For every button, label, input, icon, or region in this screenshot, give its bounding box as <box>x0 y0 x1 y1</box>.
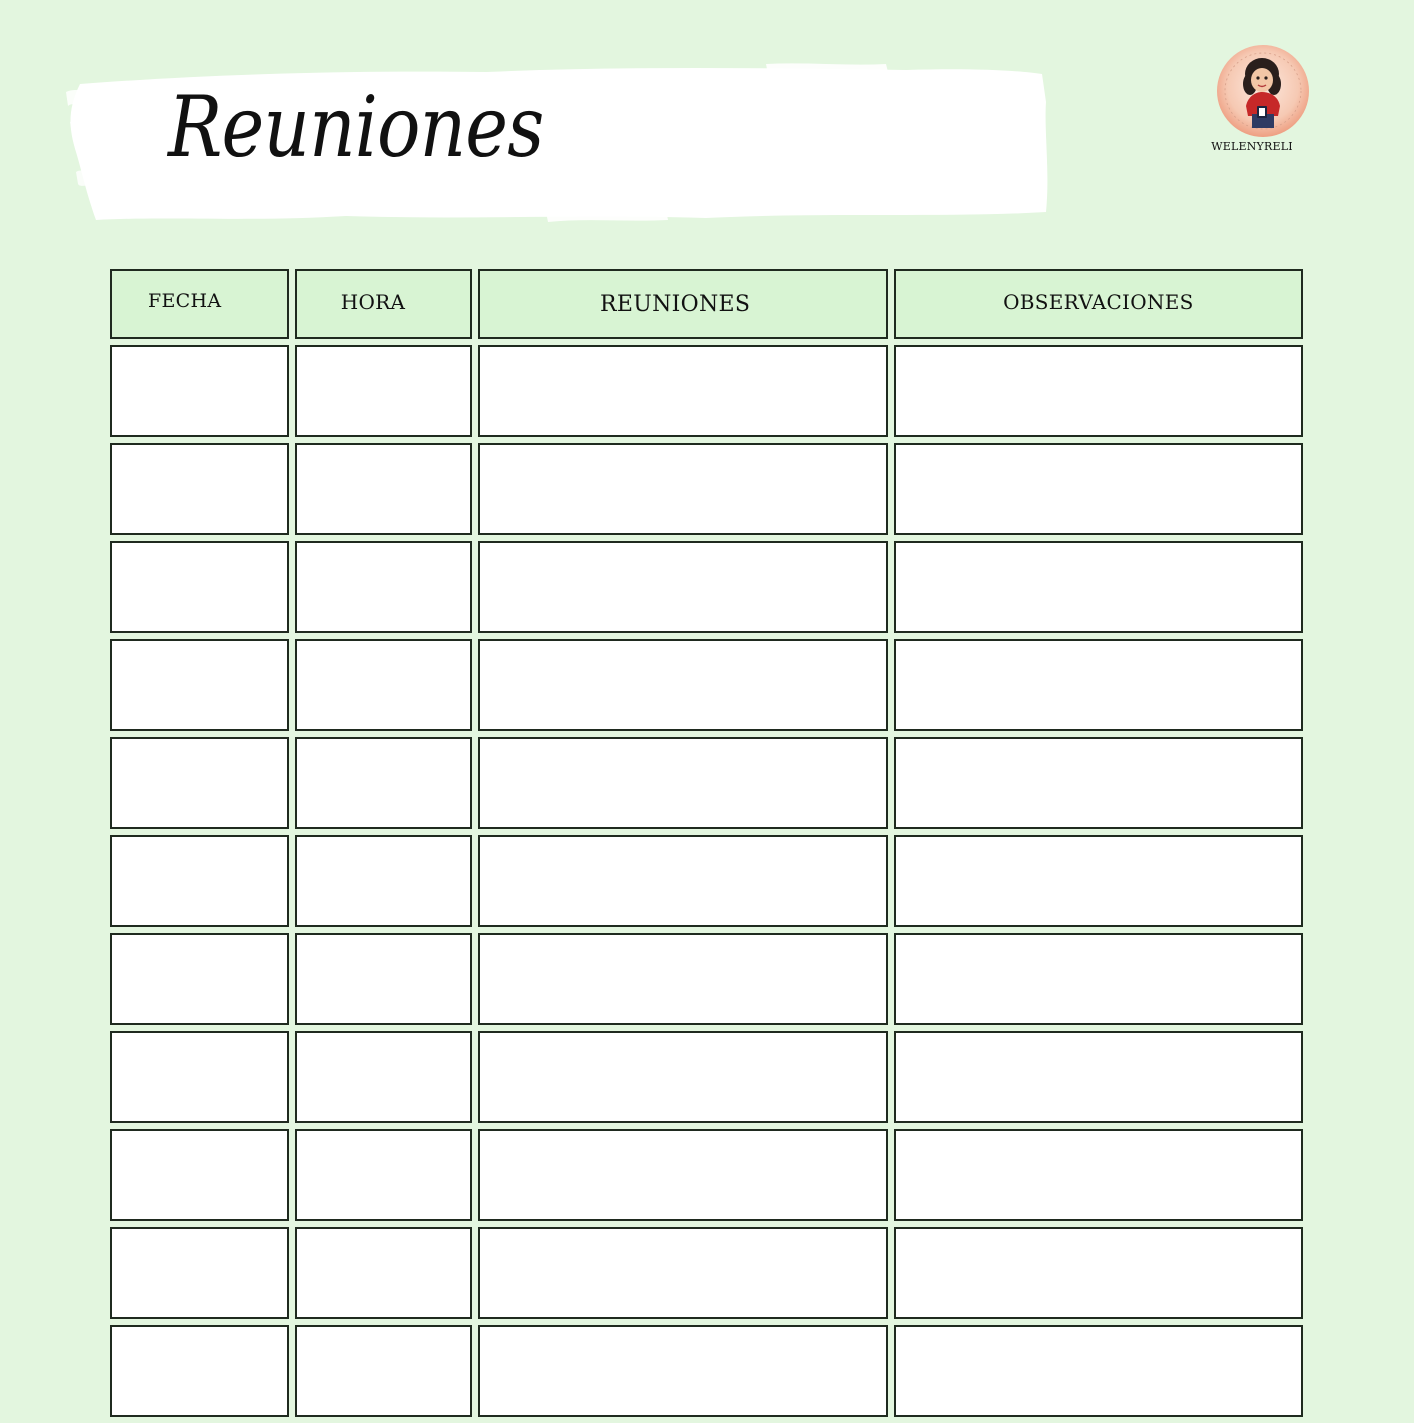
header-reuniones: REUNIONES <box>478 269 887 339</box>
hora-cell[interactable] <box>295 835 473 927</box>
observaciones-cell[interactable] <box>894 1227 1303 1319</box>
reuniones-cell[interactable] <box>478 1325 887 1417</box>
reuniones-cell[interactable] <box>478 737 887 829</box>
observaciones-cell[interactable] <box>894 1129 1303 1221</box>
page-title: Reuniones <box>168 78 544 176</box>
table-row <box>110 639 1303 731</box>
logo-text: WELENYRELI <box>1211 140 1293 153</box>
table-row <box>110 541 1303 633</box>
observaciones-cell[interactable] <box>894 737 1303 829</box>
table-row <box>110 1129 1303 1221</box>
reuniones-cell[interactable] <box>478 1129 887 1221</box>
table-row <box>110 345 1303 437</box>
hora-cell[interactable] <box>295 541 473 633</box>
fecha-cell[interactable] <box>110 639 289 731</box>
fecha-cell[interactable] <box>110 443 289 535</box>
meetings-table <box>110 269 1303 1423</box>
hora-cell[interactable] <box>295 1227 473 1319</box>
hora-cell[interactable] <box>295 1129 473 1221</box>
reuniones-cell[interactable] <box>478 541 887 633</box>
hora-cell[interactable] <box>295 1031 473 1123</box>
reuniones-cell[interactable] <box>478 1227 887 1319</box>
observaciones-cell[interactable] <box>894 1031 1303 1123</box>
fecha-cell[interactable] <box>110 835 289 927</box>
reuniones-cell[interactable] <box>478 443 887 535</box>
hora-cell[interactable] <box>295 639 473 731</box>
table-row <box>110 737 1303 829</box>
reuniones-cell[interactable] <box>478 345 887 437</box>
observaciones-cell[interactable] <box>894 345 1303 437</box>
table-row <box>110 443 1303 535</box>
table-row <box>110 1031 1303 1123</box>
header-fecha: FECHA <box>110 269 289 339</box>
hora-cell[interactable] <box>295 345 473 437</box>
reuniones-cell[interactable] <box>478 835 887 927</box>
fecha-cell[interactable] <box>110 1325 289 1417</box>
reuniones-cell[interactable] <box>478 639 887 731</box>
observaciones-cell[interactable] <box>894 443 1303 535</box>
hora-cell[interactable] <box>295 737 473 829</box>
hora-cell[interactable] <box>295 1325 473 1417</box>
fecha-cell[interactable] <box>110 1031 289 1123</box>
header-observaciones: OBSERVACIONES <box>894 269 1303 339</box>
fecha-cell[interactable] <box>110 933 289 1025</box>
fecha-cell[interactable] <box>110 1227 289 1319</box>
cartoon-avatar-icon <box>1216 44 1310 138</box>
hora-cell[interactable] <box>295 933 473 1025</box>
observaciones-cell[interactable] <box>894 541 1303 633</box>
fecha-cell[interactable] <box>110 1129 289 1221</box>
table-header-row <box>110 269 1303 339</box>
header-hora: HORA <box>295 269 473 339</box>
hora-cell[interactable] <box>295 443 473 535</box>
fecha-cell[interactable] <box>110 345 289 437</box>
fecha-cell[interactable] <box>110 541 289 633</box>
observaciones-cell[interactable] <box>894 1325 1303 1417</box>
observaciones-cell[interactable] <box>894 639 1303 731</box>
table-row <box>110 835 1303 927</box>
table-row <box>110 933 1303 1025</box>
fecha-cell[interactable] <box>110 737 289 829</box>
table-row <box>110 1325 1303 1417</box>
table-row <box>110 1227 1303 1319</box>
reuniones-cell[interactable] <box>478 1031 887 1123</box>
observaciones-cell[interactable] <box>894 835 1303 927</box>
observaciones-cell[interactable] <box>894 933 1303 1025</box>
reuniones-cell[interactable] <box>478 933 887 1025</box>
logo <box>1196 42 1316 158</box>
